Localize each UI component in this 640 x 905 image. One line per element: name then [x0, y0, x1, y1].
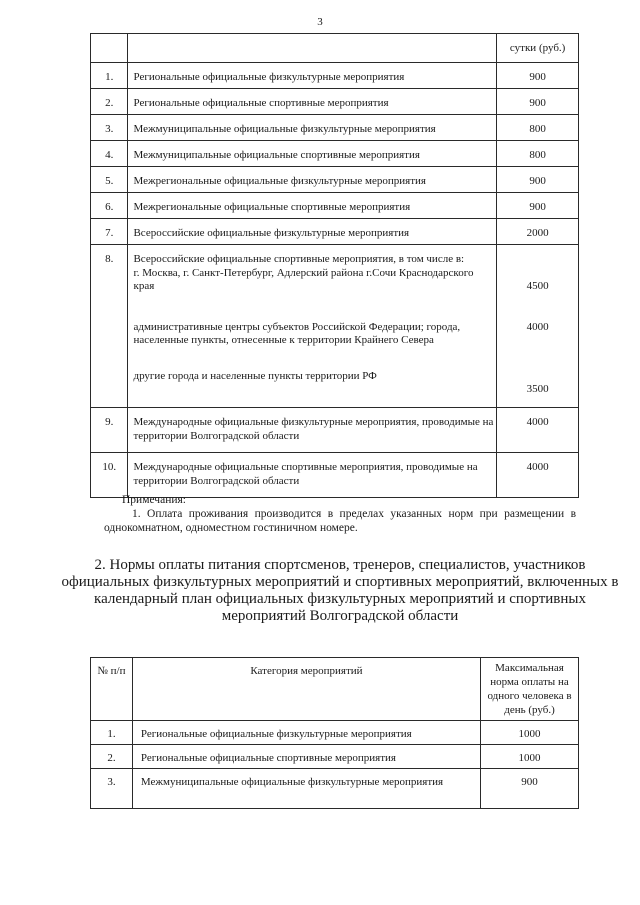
spacer	[133, 348, 496, 370]
row-value: 800	[497, 141, 579, 167]
note-item: 1. Оплата проживания производится в пределах указанных норм при размещении в однокомнатном, одноместном гостиничном номере.	[104, 508, 576, 534]
table-header-row	[91, 34, 579, 63]
table-row	[91, 63, 579, 89]
table-row	[91, 141, 579, 167]
row-category: Региональные официальные физкультурные мероприятия	[132, 721, 480, 745]
row-value: 800	[497, 115, 579, 141]
row-value: 900	[497, 89, 579, 115]
spacer	[497, 253, 578, 280]
row-num: 2.	[91, 89, 128, 115]
row-num: 1.	[91, 721, 133, 745]
spacer	[133, 294, 496, 321]
row-value: 4000	[497, 408, 579, 453]
row-category: Межмуниципальные официальные физкультурные мероприятия	[128, 115, 497, 141]
table-row	[91, 408, 579, 453]
table-row	[91, 167, 579, 193]
row-num: 6.	[91, 193, 128, 219]
header-num-cell	[91, 34, 128, 63]
row-value: 900	[497, 193, 579, 219]
row8-intro: Всероссийские официальные спортивные мероприятия, в том числе в:	[133, 253, 465, 265]
table-row	[91, 745, 579, 769]
row-category	[128, 245, 497, 408]
row-value: 1000	[481, 721, 579, 745]
row8-sub3: другие города и населенные пункты территории РФ	[133, 369, 377, 382]
header-category-cell	[128, 34, 497, 63]
row-category: Международные официальные спортивные мероприятия, проводимые на территории Волгоградской области	[128, 453, 497, 498]
row-num: 5.	[91, 167, 128, 193]
row-num: 2.	[91, 745, 133, 769]
table-row	[91, 193, 579, 219]
row-category: Всероссийские официальные физкультурные мероприятия	[128, 219, 497, 245]
spacer	[497, 334, 578, 383]
notes-heading: Примечания:	[122, 494, 186, 506]
row-category: Межмуниципальные официальные физкультурные мероприятия	[132, 769, 480, 809]
row-num: 4.	[91, 141, 128, 167]
page-number: 3	[317, 16, 323, 28]
table-row	[91, 245, 579, 408]
row-category: Межрегиональные официальные спортивные мероприятия	[128, 193, 497, 219]
row-num: 3.	[91, 115, 128, 141]
row-category: Региональные официальные спортивные мероприятия	[132, 745, 480, 769]
table-row	[91, 89, 579, 115]
notes-block	[104, 493, 576, 535]
row-num: 8.	[91, 245, 128, 408]
row8-value3: 3500	[526, 383, 549, 395]
row-category: Межрегиональные официальные физкультурные мероприятия	[128, 167, 497, 193]
row-num: 9.	[91, 408, 128, 453]
row-category: Межмуниципальные официальные спортивные мероприятия	[128, 141, 497, 167]
row-value: 900	[497, 63, 579, 89]
table-row	[91, 721, 579, 745]
table-header-row	[91, 658, 579, 721]
header-category-cell: Категория мероприятий	[132, 658, 480, 721]
row-num: 3.	[91, 769, 133, 809]
accommodation-norms-table	[90, 33, 579, 498]
row-value: 900	[497, 167, 579, 193]
table-row	[91, 769, 579, 809]
row8-sub2: административные центры субъектов Российской Федерации; города, населенные пункты, отнесенные к территории Крайнего Севера	[133, 320, 461, 346]
row-num: 1.	[91, 63, 128, 89]
table-row	[91, 219, 579, 245]
row-category: Региональные официальные спортивные мероприятия	[128, 89, 497, 115]
section-heading: 2. Нормы оплаты питания спортсменов, тренеров, специалистов, участников официальных физкультурных мероприятий и спортивных мероприятий, включенных в календарный план официальных физкультурных мероприятий и спортивных мероприятий Волгоградской области	[61, 557, 619, 624]
table-row	[91, 115, 579, 141]
meal-norms-table	[90, 657, 579, 809]
table-row	[91, 453, 579, 498]
row-value: 900	[481, 769, 579, 809]
row8-sub1: г. Москва, г. Санкт-Петербург, Адлерский района г.Сочи Краснодарского края	[133, 266, 474, 292]
header-unit-cell: сутки (руб.)	[497, 34, 579, 63]
header-num-cell: № п/п	[91, 658, 133, 721]
row8-value2: 4000	[526, 320, 549, 333]
row-num: 10.	[91, 453, 128, 498]
row-num: 7.	[91, 219, 128, 245]
row-category: Региональные официальные физкультурные мероприятия	[128, 63, 497, 89]
row8-value1: 4500	[526, 280, 549, 292]
row-category: Международные официальные физкультурные мероприятия, проводимые на территории Волгоградской области	[128, 408, 497, 453]
row-value: 1000	[481, 745, 579, 769]
row8-values	[497, 245, 579, 408]
spacer	[497, 294, 578, 321]
header-value-cell: Максимальная норма оплаты на одного человека в день (руб.)	[481, 658, 579, 721]
row-value: 2000	[497, 219, 579, 245]
row-value: 4000	[497, 453, 579, 498]
